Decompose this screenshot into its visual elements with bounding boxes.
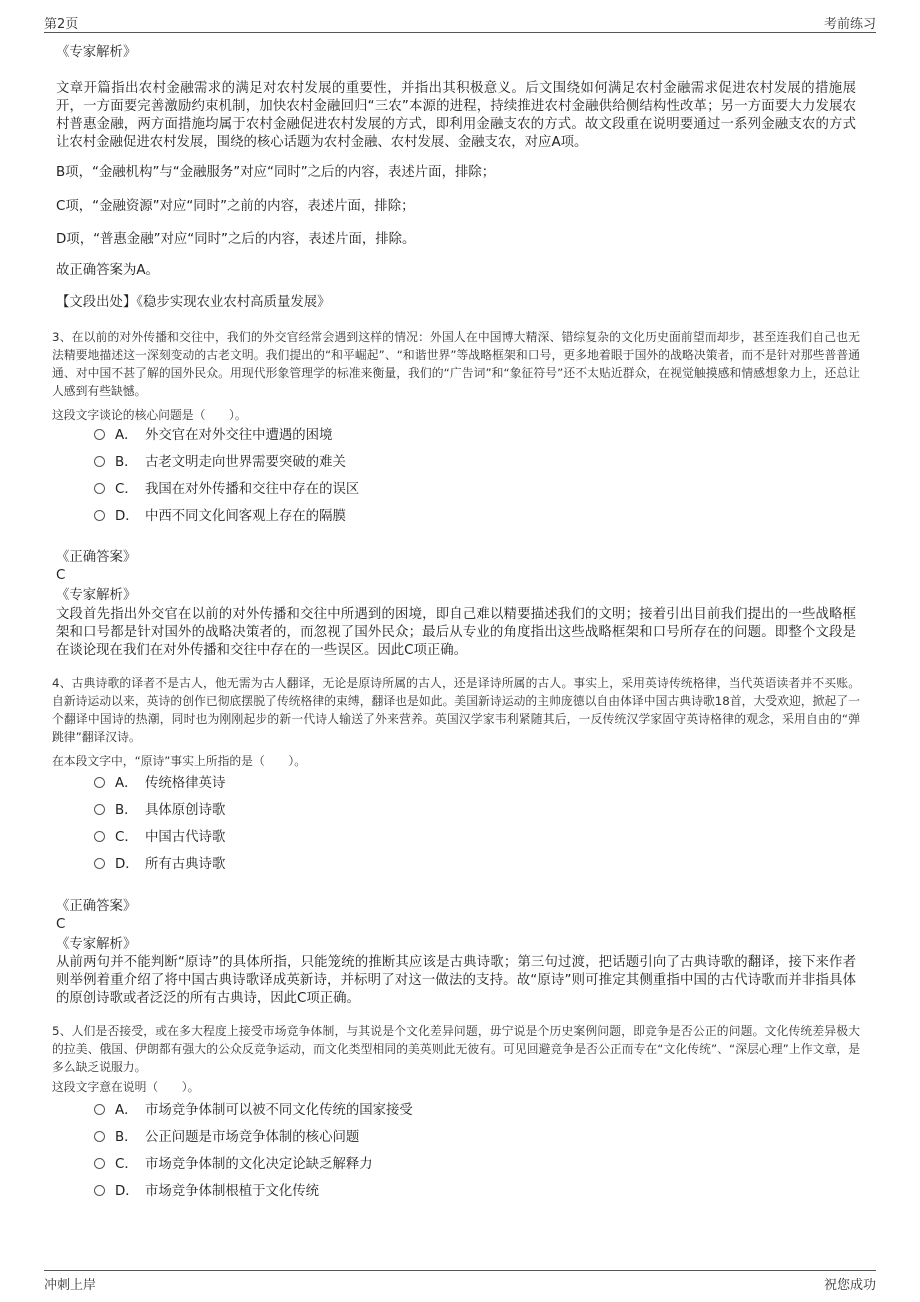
q4-analysis-title: 《专家解析》 bbox=[56, 937, 137, 952]
radio-button-icon[interactable] bbox=[94, 1158, 105, 1169]
radio-button-icon[interactable] bbox=[94, 1185, 105, 1196]
q3-option-b[interactable]: B． 古老文明走向世界需要突破的难关 bbox=[94, 454, 346, 472]
q4-analysis-body: 从前两句并不能判断“原诗”的具体所指，只能笼统的推断其应该是古典诗歌；第三句过渡，把话题引向了古典诗歌的翻译，接下来作者则举例着重介绍了将中国古典诗歌译成英新诗，并标明了对这一做法的支持。故“原诗”则可推定其侧重指中国的古代诗歌而并非指具体的原创诗歌或者泛泛的所有古典诗，因此C项正确。 bbox=[56, 955, 856, 1006]
q5-stem: 5、人们是否接受，或在多大程度上接受市场竞争体制，与其说是个文化差异问题，毋宁说是个历史案例问题，即竞争是否公正的问题。文化传统差异极大的拉美、俄国、伊朗都有强大的公众反竞争运动，而文化类型相同的美英则此无彼有。可见回避竞争是否公正而专在“文化传统”、“深层心理”上作文章，是多么缺乏说服力。 bbox=[52, 1024, 860, 1074]
q2-conclusion: 故正确答案为A。 bbox=[56, 263, 159, 278]
q2-analysis-title: 《专家解析》 bbox=[56, 45, 137, 60]
page-footer bbox=[44, 1270, 876, 1295]
q5-option-d[interactable]: D． 市场竞争体制根植于文化传统 bbox=[94, 1183, 319, 1201]
radio-button-icon[interactable] bbox=[94, 858, 105, 869]
radio-button-icon[interactable] bbox=[94, 1131, 105, 1142]
footer-right: 祝您成功 bbox=[823, 1278, 876, 1293]
q3-option-c[interactable]: C． 我国在对外传播和交往中存在的误区 bbox=[94, 481, 359, 499]
radio-button-icon[interactable] bbox=[94, 510, 105, 521]
q4-question: 在本段文字中，“原诗”事实上所指的是（ ）。 bbox=[52, 754, 307, 768]
q3-option-d[interactable]: D． 中西不同文化间客观上存在的隔膜 bbox=[94, 508, 346, 526]
q3-analysis-body: 文段首先指出外交官在以前的对外传播和交往中所遇到的困境，即自己难以精要描述我们的文明；接着引出目前我们提出的一些战略框架和口号都是针对国外的战略决策者的，而忽视了国外民众；最后从专业的角度指出这些战略框架和口号所存在的问题。即整个文段是在谈论现在我们在对外传播和交往中存在的一些误区。因此C项正确。 bbox=[56, 607, 856, 658]
radio-button-icon[interactable] bbox=[94, 831, 105, 842]
q3-question: 这段文字谈论的核心问题是（ ）。 bbox=[52, 408, 247, 422]
q3-analysis-title: 《专家解析》 bbox=[56, 588, 137, 603]
q2-source: 【文段出处】《稳步实现农业农村高质量发展》 bbox=[56, 295, 331, 310]
radio-button-icon[interactable] bbox=[94, 429, 105, 440]
footer-left: 冲刺上岸 bbox=[44, 1278, 97, 1293]
q4-answer-title: 《正确答案》 bbox=[56, 899, 137, 914]
q2-option-b-note: B项，“金融机构”与“金融服务”对应“同时”之后的内容，表述片面，排除； bbox=[56, 165, 496, 180]
q2-analysis-body: 文章开篇指出农村金融需求的满足对农村发展的重要性，并指出其积极意义。后文围绕如何满足农村金融需求促进农村发展的措施展开，一方面要完善激励约束机制，加快农村金融回归“三农”本源的进程，持续推进农村金融供给侧结构性改革；另一方面要大力发展农村普惠金融，两方面措施均属于农村金融促进农村发展的方式，即利用金融支农的方式。故文段重在说明要通过一系列金融支农的方式让农村金融促进农村发展，围绕的核心话题为农村金融、农村发展、金融支农，对应A项。 bbox=[56, 81, 856, 150]
q5-option-c[interactable]: C． 市场竞争体制的文化决定论缺乏解释力 bbox=[94, 1156, 373, 1174]
q4-option-c[interactable]: C． 中国古代诗歌 bbox=[94, 829, 225, 847]
radio-button-icon[interactable] bbox=[94, 777, 105, 788]
q3-answer: C bbox=[56, 568, 66, 583]
q2-option-d-note: D项，“普惠金融”对应“同时”之后的内容，表述片面，排除。 bbox=[56, 232, 416, 247]
q3-option-a[interactable]: A． 外交官在对外交往中遭遇的困境 bbox=[94, 427, 332, 445]
q3-stem: 3、在以前的对外传播和交往中，我们的外交官经常会遇到这样的情况：外国人在中国博大精深、错综复杂的文化历史面前望而却步，甚至连我们自己也无法精要地描述这一深刻变动的古老文明。我们提出的“和平崛起”、“和谐世界”等战略框架和口号，更多地着眼于国外的战略决策者，而不是针对那些普普通通、对中国不甚了解的国外民众。用现代形象管理学的标准来衡量，我们的“广告词”和“象征符号”还不太贴近群众，在视觉触摸感和情感想象力上，还总让人感到有些缺憾。 bbox=[52, 330, 860, 398]
radio-button-icon[interactable] bbox=[94, 483, 105, 494]
header-title: 考前练习 bbox=[823, 17, 876, 32]
q3-answer-title: 《正确答案》 bbox=[56, 550, 137, 565]
q5-option-a[interactable]: A． 市场竞争体制可以被不同文化传统的国家接受 bbox=[94, 1102, 413, 1120]
q4-option-a[interactable]: A． 传统格律英诗 bbox=[94, 775, 225, 793]
q4-stem: 4、古典诗歌的译者不是古人，他无需为古人翻译，无论是原诗所属的古人，还是译诗所属的古人。事实上，采用英诗传统格律，当代英语读者并不买账。自新诗运动以来，英诗的创作已彻底摆脱了传统格律的束缚，翻译也是如此。美国新诗运动的主帅庞德以自由体译中国古典诗歌18首，大受欢迎，掀起了一个翻译中国诗的热潮，同时也为刚刚起步的新一代诗人输送了外来营养。英国汉学家韦利紧随其后，一反传统汉学家固守英诗格律的观念，采用自由的“弹跳律”翻译汉诗。 bbox=[52, 676, 860, 744]
radio-button-icon[interactable] bbox=[94, 456, 105, 467]
q4-option-b[interactable]: B． 具体原创诗歌 bbox=[94, 802, 225, 820]
q2-option-c-note: C项，“金融资源”对应“同时”之前的内容，表述片面，排除； bbox=[56, 199, 415, 214]
page-header bbox=[44, 12, 876, 33]
q4-answer: C bbox=[56, 917, 66, 932]
page-number: 第2页 bbox=[44, 17, 79, 32]
radio-button-icon[interactable] bbox=[94, 804, 105, 815]
q4-option-d[interactable]: D． 所有古典诗歌 bbox=[94, 856, 225, 874]
q5-option-b[interactable]: B． 公正问题是市场竞争体制的核心问题 bbox=[94, 1129, 359, 1147]
radio-button-icon[interactable] bbox=[94, 1104, 105, 1115]
q5-question: 这段文字意在说明（ ）。 bbox=[52, 1080, 200, 1094]
